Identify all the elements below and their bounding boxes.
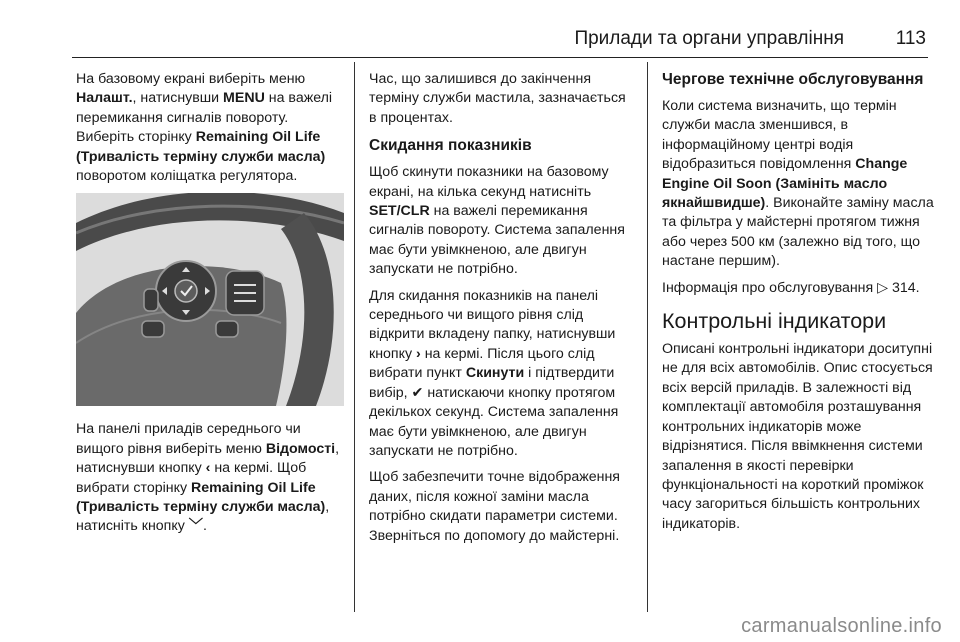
- chevron-right-icon: ›: [416, 345, 421, 362]
- column-3: [662, 70, 934, 541]
- checkmark-icon: ✔: [411, 384, 424, 401]
- button-name: MENU: [223, 90, 265, 107]
- text: Для скидання показників на панелі середнього чи вищого рівня слід відкрити вкладену папку, натиснувши кнопку: [369, 287, 616, 362]
- page-name: Remaining Oil Life (Тривалість терміну служби масла): [76, 479, 326, 516]
- text: на кермі. Після цього слід вибрати пункт: [369, 345, 595, 382]
- steering-wheel-illustration: [76, 193, 344, 406]
- text: .: [202, 518, 207, 535]
- column-divider: [647, 62, 648, 612]
- paragraph: Щоб забезпечити точне відображення даних, після кожної заміни масла потрібно скидати параметри системи. Зверніться по допомогу до майстерні.: [369, 469, 620, 544]
- menu-name: Налашт.: [76, 90, 133, 107]
- text: Інформація про обслуговування: [662, 279, 878, 296]
- button-name: SET/CLR: [369, 203, 430, 220]
- page-ref-triangle-icon: ▷: [877, 279, 889, 296]
- paragraph: Описані контрольні індикатори доситупні не для всіх автомобілів. Опис стосується всіх версій приладів. В залежності від комплектації автомобіля розташування контрольних індикаторів може відрізнятися. Після ввімкнення системи запалення в якості перевірки функціональності на короткий проміжок часу загориться більшість контрольних індикаторів.: [662, 341, 933, 532]
- page-name: Remaining Oil Life (Тривалість терміну служби масла): [76, 129, 326, 165]
- text: На панелі приладів середнього чи вищого рівня виберіть меню: [76, 421, 301, 457]
- column-1: [76, 70, 344, 544]
- section-heading: Скидання показників: [369, 137, 532, 155]
- menu-name: Відомості: [265, 440, 336, 457]
- page-ref-link[interactable]: 314.: [888, 279, 920, 296]
- text: Щоб скинути показники на базовому екрані, на кілька секунд натисніть: [369, 164, 609, 200]
- text: На базовому екрані виберіть меню: [76, 71, 306, 87]
- column-2: [369, 70, 633, 553]
- text: , натиснувши: [132, 90, 224, 107]
- text: , натиснувши кнопку: [76, 440, 340, 477]
- text: натискаючи кнопку протягом декількох секунд. Система запалення має бути увімкненою, але двигун запускати не потрібно.: [369, 384, 619, 459]
- paragraph: [76, 70, 344, 186]
- paragraph: [369, 163, 633, 279]
- text: поворотом коліщатка регулятора.: [76, 168, 298, 185]
- paragraph: [369, 287, 633, 462]
- chevron-down-icon: ﹀: [188, 518, 203, 535]
- header-title: Прилади та органи управління: [574, 28, 844, 49]
- menu-item-name: Скинути: [465, 365, 525, 382]
- chapter-heading: Контрольні індикатори: [662, 309, 887, 334]
- column-divider: [354, 62, 355, 612]
- text: Коли система визначить, що термін служби масла зменшився, в інформаційному центрі водія відобразиться повідомлення: [662, 98, 897, 173]
- paragraph: [662, 97, 934, 272]
- text: на важелі перемикання сигналів повороту. Система запалення має бути увімкненою, але двигун запускати не потрібно.: [369, 203, 625, 278]
- paragraph: [662, 279, 934, 298]
- text: на кермі. Щоб вибрати сторінку: [76, 460, 307, 496]
- page-number: 113: [895, 28, 926, 49]
- page-header: [72, 22, 928, 58]
- text: на важелі перемикання сигналів повороту. Виберіть сторінку: [76, 90, 333, 146]
- paragraph: [76, 420, 344, 536]
- text: . Виконайте заміну масла та фільтра у майстерні протягом тижня або через 500 км (залежно від того, що настане першим).: [662, 195, 934, 270]
- chevron-left-icon: ‹: [205, 460, 211, 477]
- text: і підтвердити вибір,: [369, 365, 615, 401]
- message-name: Change Engine Oil Soon (Замініть масло якнайшвидше): [662, 156, 908, 212]
- watermark: carmanualsonline.info: [741, 615, 942, 637]
- paragraph: Час, що залишився до закінчення терміну служби мастила, зазначається в процентах.: [369, 71, 626, 126]
- text: , натисніть кнопку: [76, 499, 330, 535]
- section-heading: Чергове технічне обслуговування: [662, 71, 924, 88]
